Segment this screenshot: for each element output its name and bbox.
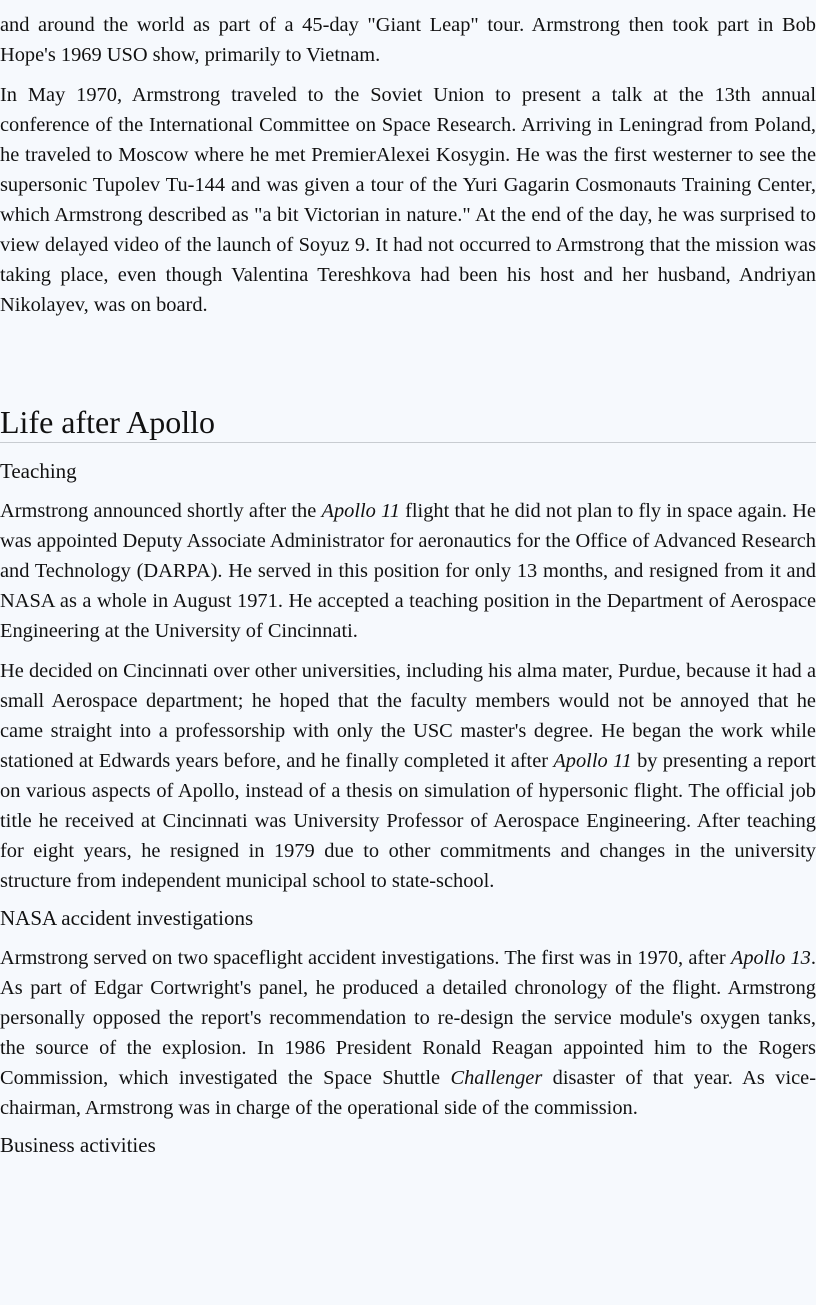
subsection-heading-nasa-investigations: NASA accident investigations bbox=[0, 906, 254, 930]
ship-name-apollo-13: Apollo 13 bbox=[730, 947, 811, 969]
section-title: Life after Apollo bbox=[0, 397, 816, 443]
ship-name-apollo-11: Apollo 11 bbox=[321, 500, 400, 522]
subsection-heading-teaching: Teaching bbox=[0, 459, 77, 483]
paragraph-soviet-union-visit: In May 1970, Armstrong traveled to the Soviet Union to present a talk at the 13th annual conference of the International Committee on Space Research. Arriving in Leningrad from Poland, he traveled to Moscow where he met PremierAlexei Kosygin. He was the first westerner to see the supersonic Tupolev Tu-144 and was given a tour of the Yuri Gagarin Cosmonauts Training Center, which Armstrong described as "a bit Victorian in nature." At the end of the day, he was surprised to view delayed video of the launch of Soyuz 9. It had not occurred to Armstrong that the mission was taking place, even though Valentina Tereshkova had been his host and her husband, Andriyan Nikolayev, was on board. bbox=[0, 84, 816, 316]
paragraph-giant-leap-tour: and around the world as part of a 45-day "Giant Leap" tour. Armstrong then took part in Bob Hope's 1969 USO show, primarily to Vietnam. bbox=[0, 14, 816, 66]
subsection-heading-business: Business activities bbox=[0, 1133, 156, 1157]
section-spacer bbox=[0, 320, 816, 397]
ship-name-challenger: Challenger bbox=[450, 1067, 543, 1089]
paragraph-teaching-2: He decided on Cincinnati over other universities, including his alma mater, Purdue, because it had a small Aerospace department; he hoped that the faculty members would not be annoyed that he came straight into a professorship with only the USC master's degree. He began the work while stationed at Edwards years before, and he finally completed it after Apollo 11 by presenting a report on various aspects of Apollo, instead of a thesis on simulation of hypersonic flight. The official job title he received at Cincinnati was University Professor of Aerospace Engineering. After teaching for eight years, he resigned in 1979 due to other commitments and changes in the university structure from independent municipal school to state-school. bbox=[0, 660, 816, 892]
paragraph-teaching-1: Armstrong announced shortly after the Apollo 11 flight that he did not plan to fly in space again. He was appointed Deputy Associate Administrator for aeronautics for the Office of Advanced Research and Technology (DARPA). He served in this position for only 13 months, and resigned from it and NASA as a whole in August 1971. He accepted a teaching position in the Department of Aerospace Engineering at the University of Cincinnati. bbox=[0, 500, 816, 642]
ship-name-apollo-11: Apollo 11 bbox=[553, 750, 632, 772]
paragraph-nasa-investigations: Armstrong served on two spaceflight accident investigations. The first was in 1970, after Apollo 13. As part of Edgar Cortwright's panel, he produced a detailed chronology of the flight. Armstrong personally opposed the report's recommendation to re-design the service module's oxygen tanks, the source of the explosion. In 1986 President Ronald Reagan appointed him to the Rogers Commission, which investigated the Space Shuttle Challenger disaster of that year. As vice-chairman, Armstrong was in charge of the operational side of the commission. bbox=[0, 947, 816, 1119]
